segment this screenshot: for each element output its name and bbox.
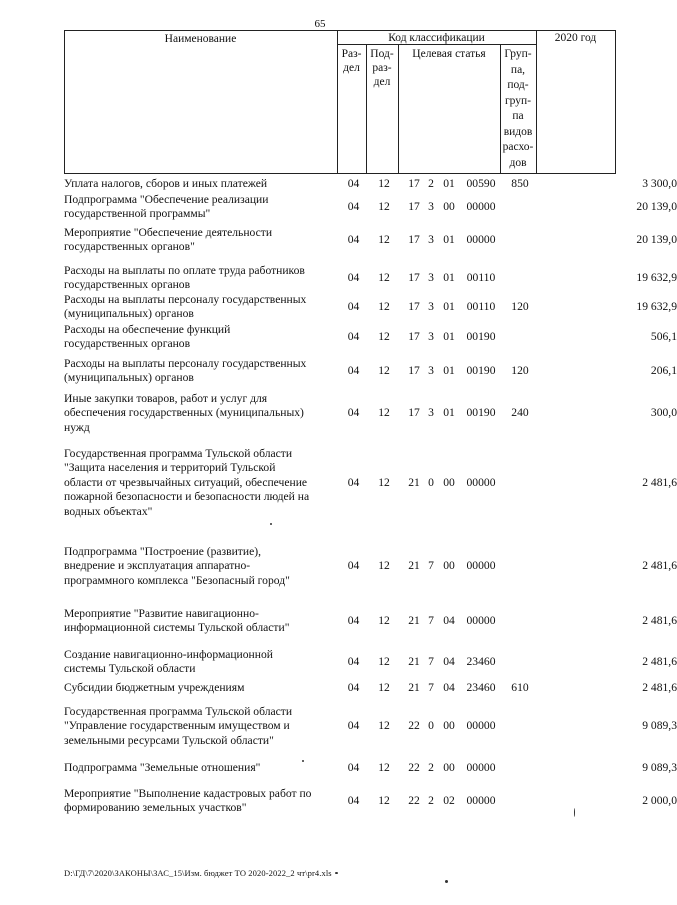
cell-t3: 00 bbox=[443, 200, 455, 213]
header-divider-podrazdel bbox=[398, 44, 399, 174]
row-name-line: Подпрограмма "Построение (развитие), bbox=[64, 545, 261, 558]
row-name-line: системы Тульской области bbox=[64, 662, 196, 676]
table-row bbox=[64, 293, 677, 322]
row-name-line: Государственная программа Тульской области bbox=[64, 705, 293, 718]
cell-amount: 2 481,6 bbox=[642, 476, 677, 489]
row-name bbox=[64, 607, 334, 636]
cell-t1: 17 bbox=[408, 233, 420, 246]
cell-pr: 12 bbox=[378, 233, 390, 246]
cell-rz: 04 bbox=[347, 681, 360, 694]
cell-rz: 04 bbox=[347, 559, 360, 572]
cell-pr: 12 bbox=[378, 200, 390, 213]
row-name bbox=[64, 545, 334, 588]
cell-pr: 12 bbox=[378, 681, 390, 694]
cell-pr: 12 bbox=[378, 794, 390, 807]
row-name-line: формированию земельных участков" bbox=[64, 801, 247, 815]
header-name: Наименование bbox=[164, 33, 237, 45]
row-name-line: (муниципальных) органов bbox=[64, 371, 194, 385]
cell-pr: 12 bbox=[378, 364, 390, 377]
row-name-line: Мероприятие "Обеспечение деятельности bbox=[64, 226, 273, 239]
row-name-line: водных объектах" bbox=[64, 504, 153, 518]
row-name bbox=[64, 648, 334, 677]
cell-t2: 3 bbox=[428, 406, 434, 419]
cell-amount: 2 481,6 bbox=[642, 559, 677, 572]
cell-rz: 04 bbox=[347, 200, 360, 213]
cell-pr: 12 bbox=[378, 719, 390, 732]
cell-rz: 04 bbox=[347, 300, 360, 313]
cell-pr: 12 bbox=[378, 406, 390, 419]
table-row bbox=[64, 177, 677, 191]
page-number: 65 bbox=[314, 18, 326, 30]
cell-rz: 04 bbox=[347, 614, 360, 627]
row-name-line: государственных органов" bbox=[64, 240, 195, 254]
row-name-line: государственных органов bbox=[64, 278, 191, 292]
cell-amount: 19 632,9 bbox=[636, 271, 677, 284]
table-row bbox=[64, 193, 677, 222]
header-left-border bbox=[64, 30, 65, 174]
cell-t3: 01 bbox=[443, 233, 455, 246]
cell-t3: 04 bbox=[443, 681, 455, 694]
cell-rz: 04 bbox=[347, 406, 360, 419]
cell-pr: 12 bbox=[378, 655, 390, 668]
header-year: 2020 год bbox=[554, 32, 597, 44]
scan-speck bbox=[302, 760, 304, 762]
cell-t2: 2 bbox=[428, 794, 434, 807]
row-name-line: Расходы на выплаты по оплате труда работников bbox=[64, 264, 305, 277]
row-name bbox=[64, 177, 334, 191]
row-name-line: Уплата налогов, сборов и иных платежей bbox=[64, 177, 268, 190]
cell-amount: 506,1 bbox=[650, 330, 677, 343]
cell-t3: 01 bbox=[443, 300, 455, 313]
cell-t4: 00000 bbox=[466, 794, 496, 807]
table-row bbox=[64, 761, 677, 775]
cell-t4: 23460 bbox=[466, 655, 496, 668]
cell-amount: 2 481,6 bbox=[642, 655, 677, 668]
table-row bbox=[64, 648, 677, 677]
row-name-line: Подпрограмма "Обеспечение реализации bbox=[64, 193, 269, 206]
table-row bbox=[64, 357, 677, 386]
cell-vr: 120 bbox=[511, 364, 529, 377]
cell-t4: 00110 bbox=[466, 271, 496, 284]
cell-t1: 21 bbox=[408, 476, 420, 489]
cell-rz: 04 bbox=[347, 476, 360, 489]
cell-amount: 2 481,6 bbox=[642, 681, 677, 694]
row-name-line: нужд bbox=[64, 420, 90, 434]
cell-t3: 00 bbox=[443, 761, 455, 774]
cell-t3: 01 bbox=[443, 406, 455, 419]
row-name-line: Подпрограмма "Земельные отношения" bbox=[64, 761, 261, 774]
cell-t2: 0 bbox=[428, 719, 434, 732]
cell-t3: 01 bbox=[443, 364, 455, 377]
cell-pr: 12 bbox=[378, 330, 390, 343]
table-row bbox=[64, 607, 677, 636]
cell-t2: 3 bbox=[428, 233, 434, 246]
cell-t1: 21 bbox=[408, 559, 420, 572]
cell-t4: 00000 bbox=[466, 233, 496, 246]
cell-pr: 12 bbox=[378, 559, 390, 572]
cell-t1: 17 bbox=[408, 300, 420, 313]
table-row bbox=[64, 392, 677, 435]
cell-t2: 7 bbox=[428, 559, 434, 572]
cell-t2: 2 bbox=[428, 177, 434, 190]
row-name-line: государственных органов bbox=[64, 337, 191, 351]
row-name-line: внедрение и эксплуатация аппаратно- bbox=[64, 559, 251, 573]
header-razdel: Раз- дел bbox=[341, 48, 362, 74]
cell-t3: 00 bbox=[443, 476, 455, 489]
cell-pr: 12 bbox=[378, 761, 390, 774]
cell-t3: 04 bbox=[443, 655, 455, 668]
row-name-line: Мероприятие "Развитие навигационно- bbox=[64, 607, 259, 620]
row-name bbox=[64, 193, 334, 222]
cell-pr: 12 bbox=[378, 614, 390, 627]
table-row bbox=[64, 705, 677, 748]
row-name bbox=[64, 293, 334, 322]
row-name-line: области от чрезвычайных ситуаций, обеспечение bbox=[64, 475, 308, 489]
cell-t3: 00 bbox=[443, 559, 455, 572]
cell-t2: 3 bbox=[428, 364, 434, 377]
row-name-line: (муниципальных) органов bbox=[64, 307, 194, 321]
table-row bbox=[64, 681, 677, 695]
cell-t1: 17 bbox=[408, 364, 420, 377]
cell-t1: 22 bbox=[408, 794, 420, 807]
scan-speck bbox=[270, 523, 272, 525]
cell-t4: 00110 bbox=[466, 300, 496, 313]
cell-amount: 206,1 bbox=[650, 364, 677, 377]
cell-pr: 12 bbox=[378, 271, 390, 284]
cell-rz: 04 bbox=[347, 271, 360, 284]
cell-t3: 04 bbox=[443, 614, 455, 627]
cell-amount: 2 000,0 bbox=[642, 794, 677, 807]
row-name bbox=[64, 447, 334, 519]
cell-amount: 9 089,3 bbox=[642, 719, 677, 732]
scan-speck bbox=[574, 808, 575, 817]
cell-amount: 300,0 bbox=[650, 406, 677, 419]
cell-t2: 3 bbox=[428, 200, 434, 213]
file-path-footer: D:\ГД\7\2020\ЗАКОНЫ\ЗАС_15\Изм. бюджет ТО 2020-2022_2 чт\pr4.xls bbox=[64, 868, 332, 878]
cell-rz: 04 bbox=[347, 761, 360, 774]
row-name-line: программного комплекса "Безопасный город" bbox=[64, 573, 290, 587]
cell-vr: 850 bbox=[511, 177, 529, 190]
row-name-line: Создание навигационно-информационной bbox=[64, 648, 273, 661]
row-name-line: "Защита населения и территорий Тульской bbox=[64, 461, 276, 475]
cell-t4: 00000 bbox=[466, 761, 496, 774]
header-bottom-border bbox=[64, 173, 616, 174]
row-name-line: земельными ресурсами Тульской области" bbox=[64, 733, 274, 747]
cell-t4: 23460 bbox=[466, 681, 496, 694]
row-name bbox=[64, 226, 334, 255]
cell-amount: 20 139,0 bbox=[636, 200, 677, 213]
cell-t2: 3 bbox=[428, 330, 434, 343]
row-name-line: Расходы на выплаты персоналу государственных bbox=[64, 357, 307, 370]
row-name bbox=[64, 392, 334, 435]
header-podrazdel: Под- раз- дел bbox=[370, 48, 394, 88]
row-name bbox=[64, 761, 334, 775]
cell-t1: 21 bbox=[408, 655, 420, 668]
header-divider-group bbox=[536, 30, 537, 174]
row-name bbox=[64, 705, 334, 748]
cell-t3: 00 bbox=[443, 719, 455, 732]
cell-t4: 00000 bbox=[466, 614, 496, 627]
row-name bbox=[64, 264, 334, 293]
cell-amount: 19 632,9 bbox=[636, 300, 677, 313]
row-name-line: обеспечения государственных (муниципальных) bbox=[64, 406, 304, 420]
cell-t1: 22 bbox=[408, 761, 420, 774]
table-row bbox=[64, 787, 677, 816]
cell-t4: 00000 bbox=[466, 200, 496, 213]
cell-rz: 04 bbox=[347, 655, 360, 668]
header-group: Груп- па, под- груп- па видов расхо- дов bbox=[502, 48, 534, 169]
row-name-line: Расходы на выплаты персоналу государственных bbox=[64, 293, 307, 306]
cell-rz: 04 bbox=[347, 330, 360, 343]
cell-t2: 3 bbox=[428, 271, 434, 284]
cell-t4: 00000 bbox=[466, 476, 496, 489]
cell-rz: 04 bbox=[347, 794, 360, 807]
row-name bbox=[64, 787, 334, 816]
cell-t1: 21 bbox=[408, 681, 420, 694]
cell-t1: 17 bbox=[408, 177, 420, 190]
row-name bbox=[64, 357, 334, 386]
cell-vr: 240 bbox=[511, 406, 529, 419]
cell-t2: 0 bbox=[428, 476, 434, 489]
cell-pr: 12 bbox=[378, 300, 390, 313]
cell-t3: 01 bbox=[443, 271, 455, 284]
row-name-line: Государственная программа Тульской области bbox=[64, 447, 293, 460]
row-name-line: "Управление государственным имуществом и bbox=[64, 719, 290, 733]
table-row bbox=[64, 545, 677, 588]
cell-amount: 20 139,0 bbox=[636, 233, 677, 246]
cell-t2: 7 bbox=[428, 681, 434, 694]
cell-rz: 04 bbox=[347, 177, 360, 190]
table-row bbox=[64, 323, 677, 352]
row-name-line: пожарной безопасности и безопасности людей на bbox=[64, 490, 310, 504]
cell-t4: 00190 bbox=[466, 406, 496, 419]
table-row bbox=[64, 264, 677, 293]
cell-t2: 2 bbox=[428, 761, 434, 774]
row-name-line: Расходы на обеспечение функций bbox=[64, 323, 231, 336]
cell-rz: 04 bbox=[347, 719, 360, 732]
cell-t1: 17 bbox=[408, 406, 420, 419]
cell-t4: 00000 bbox=[466, 559, 496, 572]
cell-t1: 17 bbox=[408, 200, 420, 213]
row-name-line: Иные закупки товаров, работ и услуг для bbox=[64, 392, 268, 405]
row-name bbox=[64, 681, 334, 695]
cell-t3: 01 bbox=[443, 177, 455, 190]
cell-t1: 17 bbox=[408, 330, 420, 343]
header-target: Целевая статья bbox=[412, 48, 486, 60]
cell-t4: 00590 bbox=[466, 177, 496, 190]
cell-t1: 21 bbox=[408, 614, 420, 627]
header-code-group: Код классификации bbox=[388, 32, 485, 44]
cell-t3: 01 bbox=[443, 330, 455, 343]
cell-amount: 9 089,3 bbox=[642, 761, 677, 774]
scan-speck bbox=[445, 880, 448, 883]
cell-pr: 12 bbox=[378, 476, 390, 489]
cell-t4: 00000 bbox=[466, 719, 496, 732]
cell-t4: 00190 bbox=[466, 364, 496, 377]
table-row bbox=[64, 226, 677, 255]
cell-t2: 3 bbox=[428, 300, 434, 313]
cell-t2: 7 bbox=[428, 614, 434, 627]
cell-rz: 04 bbox=[347, 364, 360, 377]
header-right-border bbox=[615, 30, 616, 174]
row-name-line: Субсидии бюджетным учреждениям bbox=[64, 681, 245, 694]
cell-t4: 00190 bbox=[466, 330, 496, 343]
cell-t1: 22 bbox=[408, 719, 420, 732]
cell-t3: 02 bbox=[443, 794, 455, 807]
row-name-line: информационной системы Тульской области" bbox=[64, 621, 290, 635]
cell-t1: 17 bbox=[408, 271, 420, 284]
table-row bbox=[64, 447, 677, 519]
cell-t2: 7 bbox=[428, 655, 434, 668]
row-name-line: государственной программы" bbox=[64, 207, 211, 221]
cell-vr: 610 bbox=[511, 681, 529, 694]
cell-rz: 04 bbox=[347, 233, 360, 246]
cell-amount: 2 481,6 bbox=[642, 614, 677, 627]
cell-vr: 120 bbox=[511, 300, 529, 313]
row-name-line: Мероприятие "Выполнение кадастровых работ по bbox=[64, 787, 312, 800]
cell-amount: 3 300,0 bbox=[642, 177, 677, 190]
scan-speck bbox=[335, 872, 338, 874]
row-name bbox=[64, 323, 334, 352]
cell-pr: 12 bbox=[378, 177, 390, 190]
